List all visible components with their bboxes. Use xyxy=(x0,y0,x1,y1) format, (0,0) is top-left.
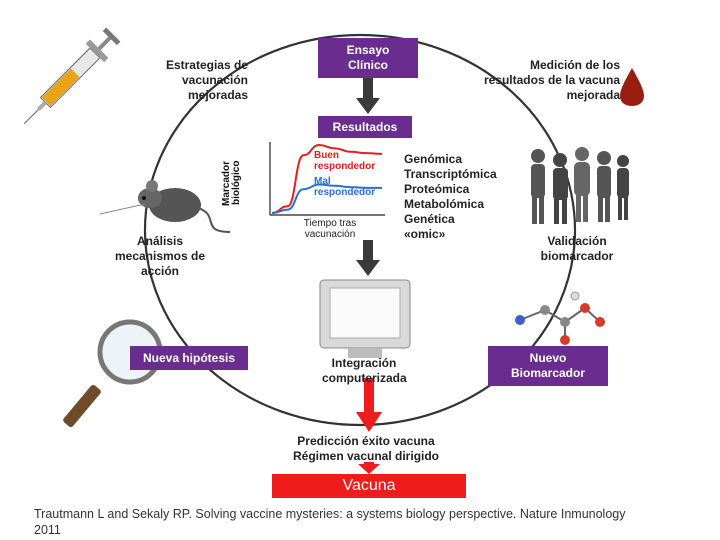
nuevo-biomarcador-label: Nuevo Biomarcador xyxy=(510,351,586,380)
resultados-box xyxy=(318,116,412,138)
mouse-icon xyxy=(100,180,230,232)
hipotesis-box xyxy=(130,346,248,370)
arrow-ensayo-resultados xyxy=(356,78,380,114)
analisis-label: Análisis mecanismos de acción xyxy=(114,234,206,278)
vacuna-box xyxy=(272,474,466,498)
medicion-label: Medición de los resultados de la vacuna mejorada xyxy=(483,58,620,102)
hipotesis-label: Nueva hipótesis xyxy=(142,350,236,365)
estrategias-label: Estrategias de vacunación mejoradas xyxy=(165,58,248,102)
prediccion-label: Predicción éxito vacuna Régimen vacunal dirigido xyxy=(292,434,440,463)
validacion-label: Validación biomarcador xyxy=(540,234,614,263)
omic-label: Genómica Transcriptómica Proteómica Metabolómica Genética «omic» xyxy=(404,152,497,241)
blood-drop-icon xyxy=(620,68,644,106)
magnifier-icon xyxy=(62,322,160,428)
chart-xlabel: Tiempo tras vacunación xyxy=(303,218,357,240)
human-silhouettes-icon xyxy=(531,147,629,224)
citation: Trautmann L and Sekaly RP. Solving vaccine mysteries: a systems biology perspective. Nature Inmunology 2011 xyxy=(34,507,626,537)
ensayo-clinico-box xyxy=(318,38,418,78)
nuevo-biomarcador-box xyxy=(488,346,608,386)
vacuna-label: Vacuna xyxy=(342,477,396,494)
computer-monitor-icon xyxy=(320,280,410,358)
arrow-to-computer xyxy=(356,240,380,276)
integracion-label: Integración computerizada xyxy=(322,356,407,385)
syringe-icon xyxy=(15,25,122,132)
resultados-label: Resultados xyxy=(332,119,398,134)
chart-ylabel: Marcador biológico xyxy=(221,160,242,206)
series-label-mal: Mal respondedor xyxy=(314,176,376,198)
ensayo-clinico-label: Ensayo Clínico xyxy=(346,43,390,72)
series-label-buen: Buen respondedor xyxy=(314,150,376,172)
